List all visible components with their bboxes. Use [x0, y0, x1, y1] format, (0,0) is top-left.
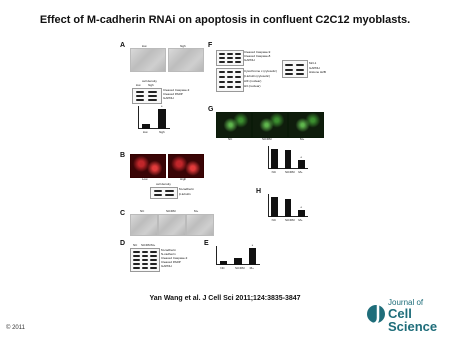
fluorescence-image-g-m — [288, 112, 324, 138]
micrograph-a-low — [130, 48, 166, 72]
x-tick-label: NC — [271, 218, 276, 222]
blot-label: M-cadherin — [161, 248, 177, 252]
logo-line2: Cell Science — [388, 306, 438, 334]
blot-label: GAPDH — [161, 264, 172, 268]
western-blot-b — [150, 187, 178, 199]
x-tick-label: SiCDM — [285, 170, 295, 174]
x-tick-label: M+ — [298, 170, 303, 174]
x-tick-label: SiCDM — [235, 266, 245, 270]
panel-letter-f: F — [208, 42, 213, 49]
micro-label: Low — [142, 177, 148, 181]
blot-label: GAPDH — [309, 66, 320, 70]
western-blot-a — [132, 88, 162, 104]
fluorescence-image-b-low — [130, 154, 166, 178]
micro-label: High — [180, 177, 187, 181]
copyright: © 2011 — [6, 325, 25, 331]
panel-letter-d: D — [120, 240, 126, 247]
blot-label: GAPDH — [244, 58, 255, 62]
panel-letter-h: H — [256, 188, 262, 195]
bar — [142, 124, 150, 129]
y-axis — [138, 106, 139, 129]
western-blot-f3 — [282, 60, 308, 78]
micrograph-c-sicdm — [158, 214, 186, 236]
western-blot-f1 — [216, 50, 244, 66]
blot-label: β-tubulin — [179, 192, 191, 196]
bar — [234, 258, 241, 265]
micrograph-c-m — [186, 214, 214, 236]
blot-label: Cleaved Caspase-3 — [163, 88, 190, 92]
plot-area — [268, 194, 308, 222]
citation: Yan Wang et al. J Cell Sci 2011;124:3835-3847 — [149, 295, 301, 302]
blot-label: AIF (nuclear) — [244, 79, 262, 83]
micro-label: NC — [140, 209, 145, 213]
fluorescence-image-b-high — [168, 154, 204, 178]
blot-label: Cleaved Caspase-9 — [244, 50, 271, 54]
blot-label: Cleaved PARP — [163, 92, 183, 96]
x-tick-label: M+ — [298, 218, 303, 222]
blot-label: Cytochrome c (cytosolic) — [244, 69, 277, 73]
micro-label: NC — [228, 137, 233, 141]
plot-area — [138, 104, 170, 134]
bar — [298, 210, 305, 217]
significance-star: * — [161, 104, 163, 109]
plot-area — [216, 243, 260, 270]
blot-label: β-tubulin (cytosolic) — [244, 74, 270, 78]
bar-chart-e — [216, 243, 260, 270]
x-tick-label: SiCDM — [285, 218, 295, 222]
figure-panel — [116, 40, 336, 272]
fluorescence-image-g-nc — [216, 112, 252, 138]
micrograph-a-high — [168, 48, 204, 72]
bar-chart-h — [268, 194, 308, 222]
x-tick-label: low — [143, 130, 148, 134]
micro-label: SiCDM — [166, 209, 176, 213]
bar-chart-g — [268, 146, 308, 174]
blot-label: Cleaved Caspase-3 — [161, 256, 188, 260]
blot-label: N-cadherin — [161, 252, 176, 256]
bar — [285, 150, 292, 169]
significance-star: * — [300, 155, 302, 160]
bar — [298, 160, 305, 169]
y-axis — [268, 194, 269, 217]
journal-logo-icon — [366, 296, 386, 332]
significance-star: * — [300, 205, 302, 210]
blot-col-label: M+ — [151, 243, 156, 247]
y-axis — [216, 246, 217, 265]
blot-label: Cleaved PARP — [161, 260, 181, 264]
panel-letter-b: B — [120, 152, 126, 159]
micro-label: high — [180, 44, 186, 48]
fluorescence-image-g-sicdm — [252, 112, 288, 138]
bar — [249, 248, 256, 265]
western-blot-f2 — [216, 68, 244, 92]
journal-logo — [366, 296, 446, 334]
x-tick-label: high — [159, 130, 165, 134]
blot-label: H3 (nuclear) — [244, 84, 261, 88]
blot-col-label: high — [148, 83, 154, 87]
y-axis — [268, 146, 269, 169]
slide-title: Effect of M-cadherin RNAi on apoptosis in confluent C2C12 myoblasts. — [39, 14, 411, 26]
logo-line1: Journal of — [388, 298, 424, 307]
blot-label: Histone H2B — [309, 70, 326, 74]
micro-label: M+ — [300, 137, 305, 141]
blot-col-label: SiCDM — [141, 243, 151, 247]
bar — [285, 199, 292, 217]
micro-label: M+ — [194, 209, 199, 213]
bar — [158, 109, 166, 129]
blot-header: cell density — [156, 182, 171, 186]
significance-star: * — [251, 243, 254, 249]
bar — [271, 197, 278, 217]
blot-label: Cleaved Caspase-8 — [244, 54, 271, 58]
blot-col-label: low — [136, 83, 141, 87]
micro-label: SiCDM — [262, 137, 272, 141]
bar-chart-a — [138, 106, 170, 134]
blot-col-label: NC — [133, 243, 138, 247]
bar — [271, 149, 278, 169]
blot-label: Mcl-1 — [309, 61, 317, 65]
x-tick-label: NC — [220, 266, 225, 270]
western-blot-d — [130, 248, 160, 272]
blot-label: M-cadherin — [179, 187, 195, 191]
plot-area — [268, 146, 308, 174]
panel-letter-a: A — [120, 42, 126, 49]
panel-letter-c: C — [120, 210, 126, 217]
x-tick-label: NC — [271, 170, 276, 174]
blot-header: cell density — [142, 79, 157, 83]
micrograph-c-nc — [130, 214, 158, 236]
blot-label: GAPDH — [163, 96, 174, 100]
panel-letter-e: E — [204, 240, 209, 247]
panel-letter-g: G — [208, 106, 214, 113]
x-tick-label: M+ — [249, 266, 254, 270]
bar — [220, 261, 227, 266]
micro-label: low — [142, 44, 147, 48]
